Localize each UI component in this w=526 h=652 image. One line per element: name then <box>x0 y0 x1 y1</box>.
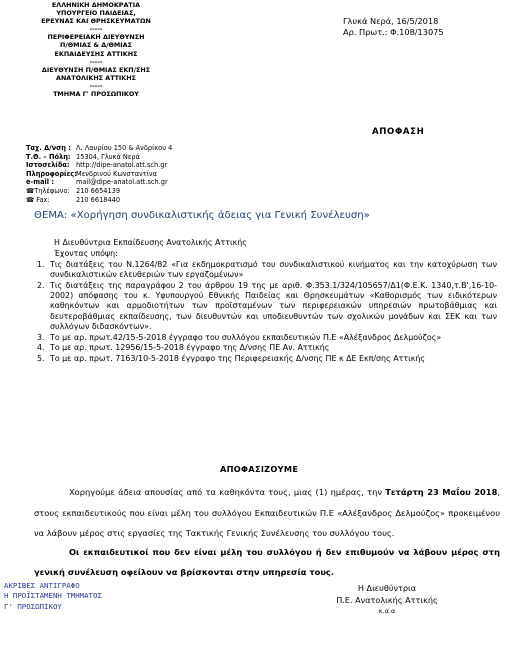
signature-title: Η Διευθύντρια <box>357 583 417 593</box>
postcode-value: 15304, Γλυκά Νερά <box>76 152 140 161</box>
signature-note: κ.α.α <box>378 607 396 616</box>
header-line: ----- <box>89 81 103 90</box>
header-line: ΕΛΛΗΝΙΚΗ ΔΗΜΟΚΡΑΤΙΑ <box>51 1 141 9</box>
address-value: Λ. Λαυρίου 150 & Ανδρίκου 4 <box>76 144 173 152</box>
intro-line: Έχοντας υπόψη: <box>54 249 118 258</box>
intro-line: Η Διευθύντρια Εκπαίδευσης Ανατολικής Αττικής <box>54 238 247 247</box>
list-item: 5. Το με αρ. πρωτ. 7163/10-5-2018 έγγραφο της Περιφερειακής Δ/νσης ΠΕ κ ΔΕ Εκπ/σης Αττικής <box>47 354 497 364</box>
document-reference <box>343 16 444 38</box>
header-line: ΔΙΕΥΘΥΝΣΗ Π/ΘΜΙΑΣ ΕΚΠ/ΣΗΣ <box>41 65 151 74</box>
notice-paragraph: Οι εκπαιδευτικοί που δεν είναι μέλη του συλλόγου ή δεν επιθυμούν να λάβουν μέρος στη γενική συνέλευση οφείλουν να βρίσκονται στην υπηρεσία τους. <box>34 547 500 577</box>
phone-label: ☎Τηλέφωνο: <box>26 186 70 195</box>
list-item: 2. Τις διατάξεις της παραγράφου 2 του άρθρου 19 της με αριθ. Φ.353.1/324/105657/Δ1(Φ.Ε.Κ. 1340,τ.Β',16-10-2002) απόφασης του κ. Υφυπουργού Εθνικής Παιδείας και Θρησκευμάτων «Καθορισμός των ειδικότερων καθηκόντων και αρμοδιοτήτων των προϊσταμένων των περιφερειακών υπηρεσιών πρωτοβάθμιας και δευτεροβάθμιας εκπαίδευσης, των διευθυντών και υποδιευθυντών των σχολικών μονάδων και ΣΕΚ και των συλλόγων διδασκόντων». <box>47 281 497 332</box>
header-line: ΕΚΠΑΙΔΕΥΣΗΣ ΑΤΤΙΚΗΣ <box>54 49 138 58</box>
considerations-list <box>34 260 497 365</box>
header-line: ΑΝΑΤΟΛΙΚΗΣ ΑΤΤΙΚΗΣ <box>56 73 136 82</box>
grant-text: Χορηγούμε άδεια απουσίας από τα καθηκόντα τους, μιας (1) ημέρας, την <box>69 487 386 497</box>
protocol-number: Αρ. Πρωτ.: Φ.108/13075 <box>343 27 444 37</box>
header-line: ΤΜΗΜΑ Γ' ΠΡΟΣΩΠΙΚΟΥ <box>53 90 139 99</box>
website-link[interactable]: http://dipe-anatol.att.sch.gr <box>76 161 168 170</box>
date-line: Γλυκά Νερά, 16/5/2018 <box>343 16 439 26</box>
header-line: ----- <box>89 25 103 34</box>
header-line: ΥΠΟΥΡΓΕΙΟ ΠΑΙΔΕΙΑΣ, <box>56 9 136 18</box>
header-line: Π/ΘΜΙΑΣ & Δ/ΘΜΙΑΣ <box>60 41 132 50</box>
list-item: 1. Τις διατάξεις του Ν.1264/82 «Για εκδημοκρατισμό του συνδικαλιστικού κινήματος και την κατοχύρωση των συνδικαλιστικών ελευθεριών των εργαζομένων» <box>47 260 497 280</box>
info-label: Πληροφορίες: <box>26 169 77 178</box>
header-line: ΕΡΕΥΝΑΣ ΚΑΙ ΘΡΗΣΚΕΥΜΑΤΩΝ <box>41 17 151 26</box>
email-label: e-mail : <box>26 178 54 187</box>
decision-title: ΑΠΟΦΑΣΗ <box>372 127 425 137</box>
fax-value: 210 6618440 <box>76 195 121 204</box>
fax-label: ☎ Fax: <box>26 195 50 204</box>
stamp-line: ΑΚΡΙΒΕΣ ΑΝΤΙΓΡΑΦΟ <box>4 581 80 590</box>
info-value: Μενδρινού Κωνσταντίνα <box>76 169 157 178</box>
issuer-header <box>6 1 186 98</box>
stamp-line: Γ' ΠΡΟΣΩΠΙΚΟΥ <box>4 601 62 611</box>
stamp-line: Η ΠΡΟΪΣΤΑΜΕΝΗ ΤΜΗΜΑΤΟΣ <box>4 591 102 601</box>
signature-org: Π.Ε. Ανατολικής Αττικής <box>336 594 438 605</box>
subject-line: ΘΕΜΑ: «Χορήγηση συνδικαλιστικής άδειας για Γενική Συνέλευση» <box>34 210 370 221</box>
grant-text: , στους εκπαιδευτικούς που είναι μέλη του συλλόγου Εκπαιδευτικών Π.Ε «Αλέξανδρος Δελμούζος» προκειμένου να λάβουν μέρος στις εργασίες της Τακτικής Γενικής Συνέλευσης του συλλόγου τους. <box>34 487 500 539</box>
list-item: 3. Το με αρ. πρωτ.42/15-5-2018 έγγραφο του συλλόγου εκπαιδευτικών Π.Ε «Αλέξανδρος Δελμούζος» <box>47 333 497 343</box>
list-item: 4. Το με αρ. πρωτ. 12956/15-5-2018 έγγραφο της Δ/νσης ΠΕ Αν. Αττικής <box>47 343 497 353</box>
header-line: ----- <box>89 57 103 66</box>
postcode-label: Τ.Θ. – Πόλη: <box>26 152 71 161</box>
header-line: ΠΕΡΙΦΕΡΕΙΑΚΗ ΔΙΕΥΘΥΝΣΗ <box>47 33 145 42</box>
email-link[interactable]: mail@dipe-anatol.att.sch.gr <box>76 178 168 187</box>
decide-title: ΑΠΟΦΑΣΙΖΟΥΜΕ <box>220 464 299 474</box>
certified-copy-stamp <box>4 581 102 612</box>
signature-block <box>322 583 452 618</box>
grant-date: Τετάρτη 23 Μαΐου 2018 <box>385 487 498 497</box>
address-label: Ταχ. Δ/νση : <box>26 144 71 152</box>
website-label: Ιστοσελίδα: <box>26 161 70 170</box>
grant-paragraph <box>34 482 500 544</box>
phone-value: 210 6654139 <box>76 186 121 195</box>
contact-details <box>26 144 172 204</box>
